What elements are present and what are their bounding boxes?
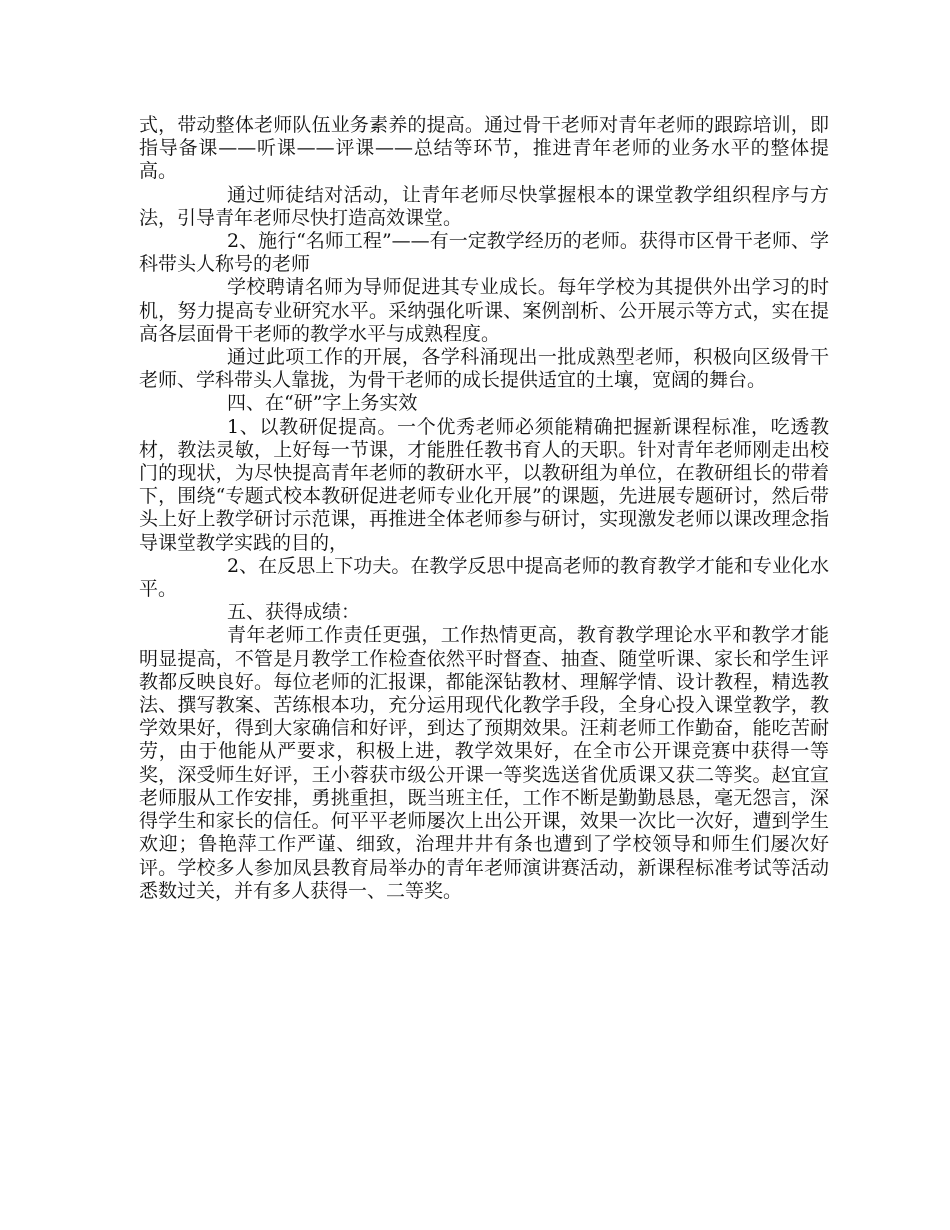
section-heading-research: 四、在“研”字上务实效 <box>227 392 418 415</box>
paragraph-reflection: 2、在反思上下功夫。在教学反思中提高老师的教育教学才能和专业化水平。 <box>139 554 829 601</box>
paragraph-intro-continuation: 式，带动整体老师队伍业务素养的提高。通过骨干老师对青年老师的跟踪培训，即指导备课——听课——评课——总结等环节，推进青年老师的业务水平的整体提高。 <box>139 114 829 183</box>
paragraph-research-promotion: 1、以教研促提高。一个优秀老师必须能精确把握新课程标准，吃透教材，教法灵敏，上好每一节课，才能胜任教书育人的天职。针对青年老师刚走出校门的现状，为尽快提高青年老师的教研水平，以教研组为单位，在教研组长的带着下，围绕“专题式校本教研促进老师专业化开展”的课题，先进展专题研讨，然后带头上好上教学研讨示范课，再推进全体老师参与研讨，实现激发老师以课改理念指导课堂教学实践的目的， <box>139 415 829 554</box>
paragraph-achievements: 青年老师工作责任更强，工作热情更高，教育教学理论水平和教学才能明显提高，不管是月教学工作检查依然平时督查、抽查、随堂听课、家长和学生评教都反映良好。每位老师的汇报课，都能深钻教材、理解学情、设计教程，精选教法、撰写教案、苦练根本功，充分运用现代化教学手段，全身心投入课堂教学，教学效果好，得到大家确信和好评，到达了预期效果。汪莉老师工作勤奋，能吃苦耐劳，由于他能从严要求，积极上进，教学效果好，在全市公开课竞赛中获得一等奖，深受师生好评，王小蓉获市级公开课一等奖选送省优质课又获二等奖。赵宜宣老师服从工作安排，勇挑重担，既当班主任，工作不断是勤勤恳恳，毫无怨言，深得学生和家长的信任。何平平老师屡次上出公开课，效果一次比一次好，遭到学生欢迎；鲁艳萍工作严谨、细致，治理井井有条也遭到了学校领导和师生们屡次好评。学校多人参加凤县教育局举办的青年老师演讲赛活动，新课程标准考试等活动悉数过关，并有多人获得一、二等奖。 <box>139 624 829 902</box>
paragraph-work-results: 通过此项工作的开展，各学科涌现出一批成熟型老师，积极向区级骨干老师、学科带头人靠拢，为骨干老师的成长提供适宜的土壤，宽阔的舞台。 <box>139 346 829 392</box>
paragraph-mentor-pairing: 通过师徒结对活动，让青年老师尽快掌握根本的课堂教学组织程序与方法，引导青年老师尽快打造高效课堂。 <box>139 183 829 229</box>
paragraph-hire-mentors: 学校聘请名师为导师促进其专业成长。每年学校为其提供外出学习的时机，努力提高专业研究水平。采纳强化听课、案例剖析、公开展示等方式，实在提高各层面骨干老师的教学水平与成熟程度。 <box>139 276 829 345</box>
paragraph-famous-teacher-project: 2、施行“名师工程”——有一定教学经历的老师。获得市区骨干老师、学科带头人称号的老师 <box>139 230 829 276</box>
section-heading-achievements: 五、获得成绩： <box>227 601 361 624</box>
document-body <box>139 114 829 903</box>
